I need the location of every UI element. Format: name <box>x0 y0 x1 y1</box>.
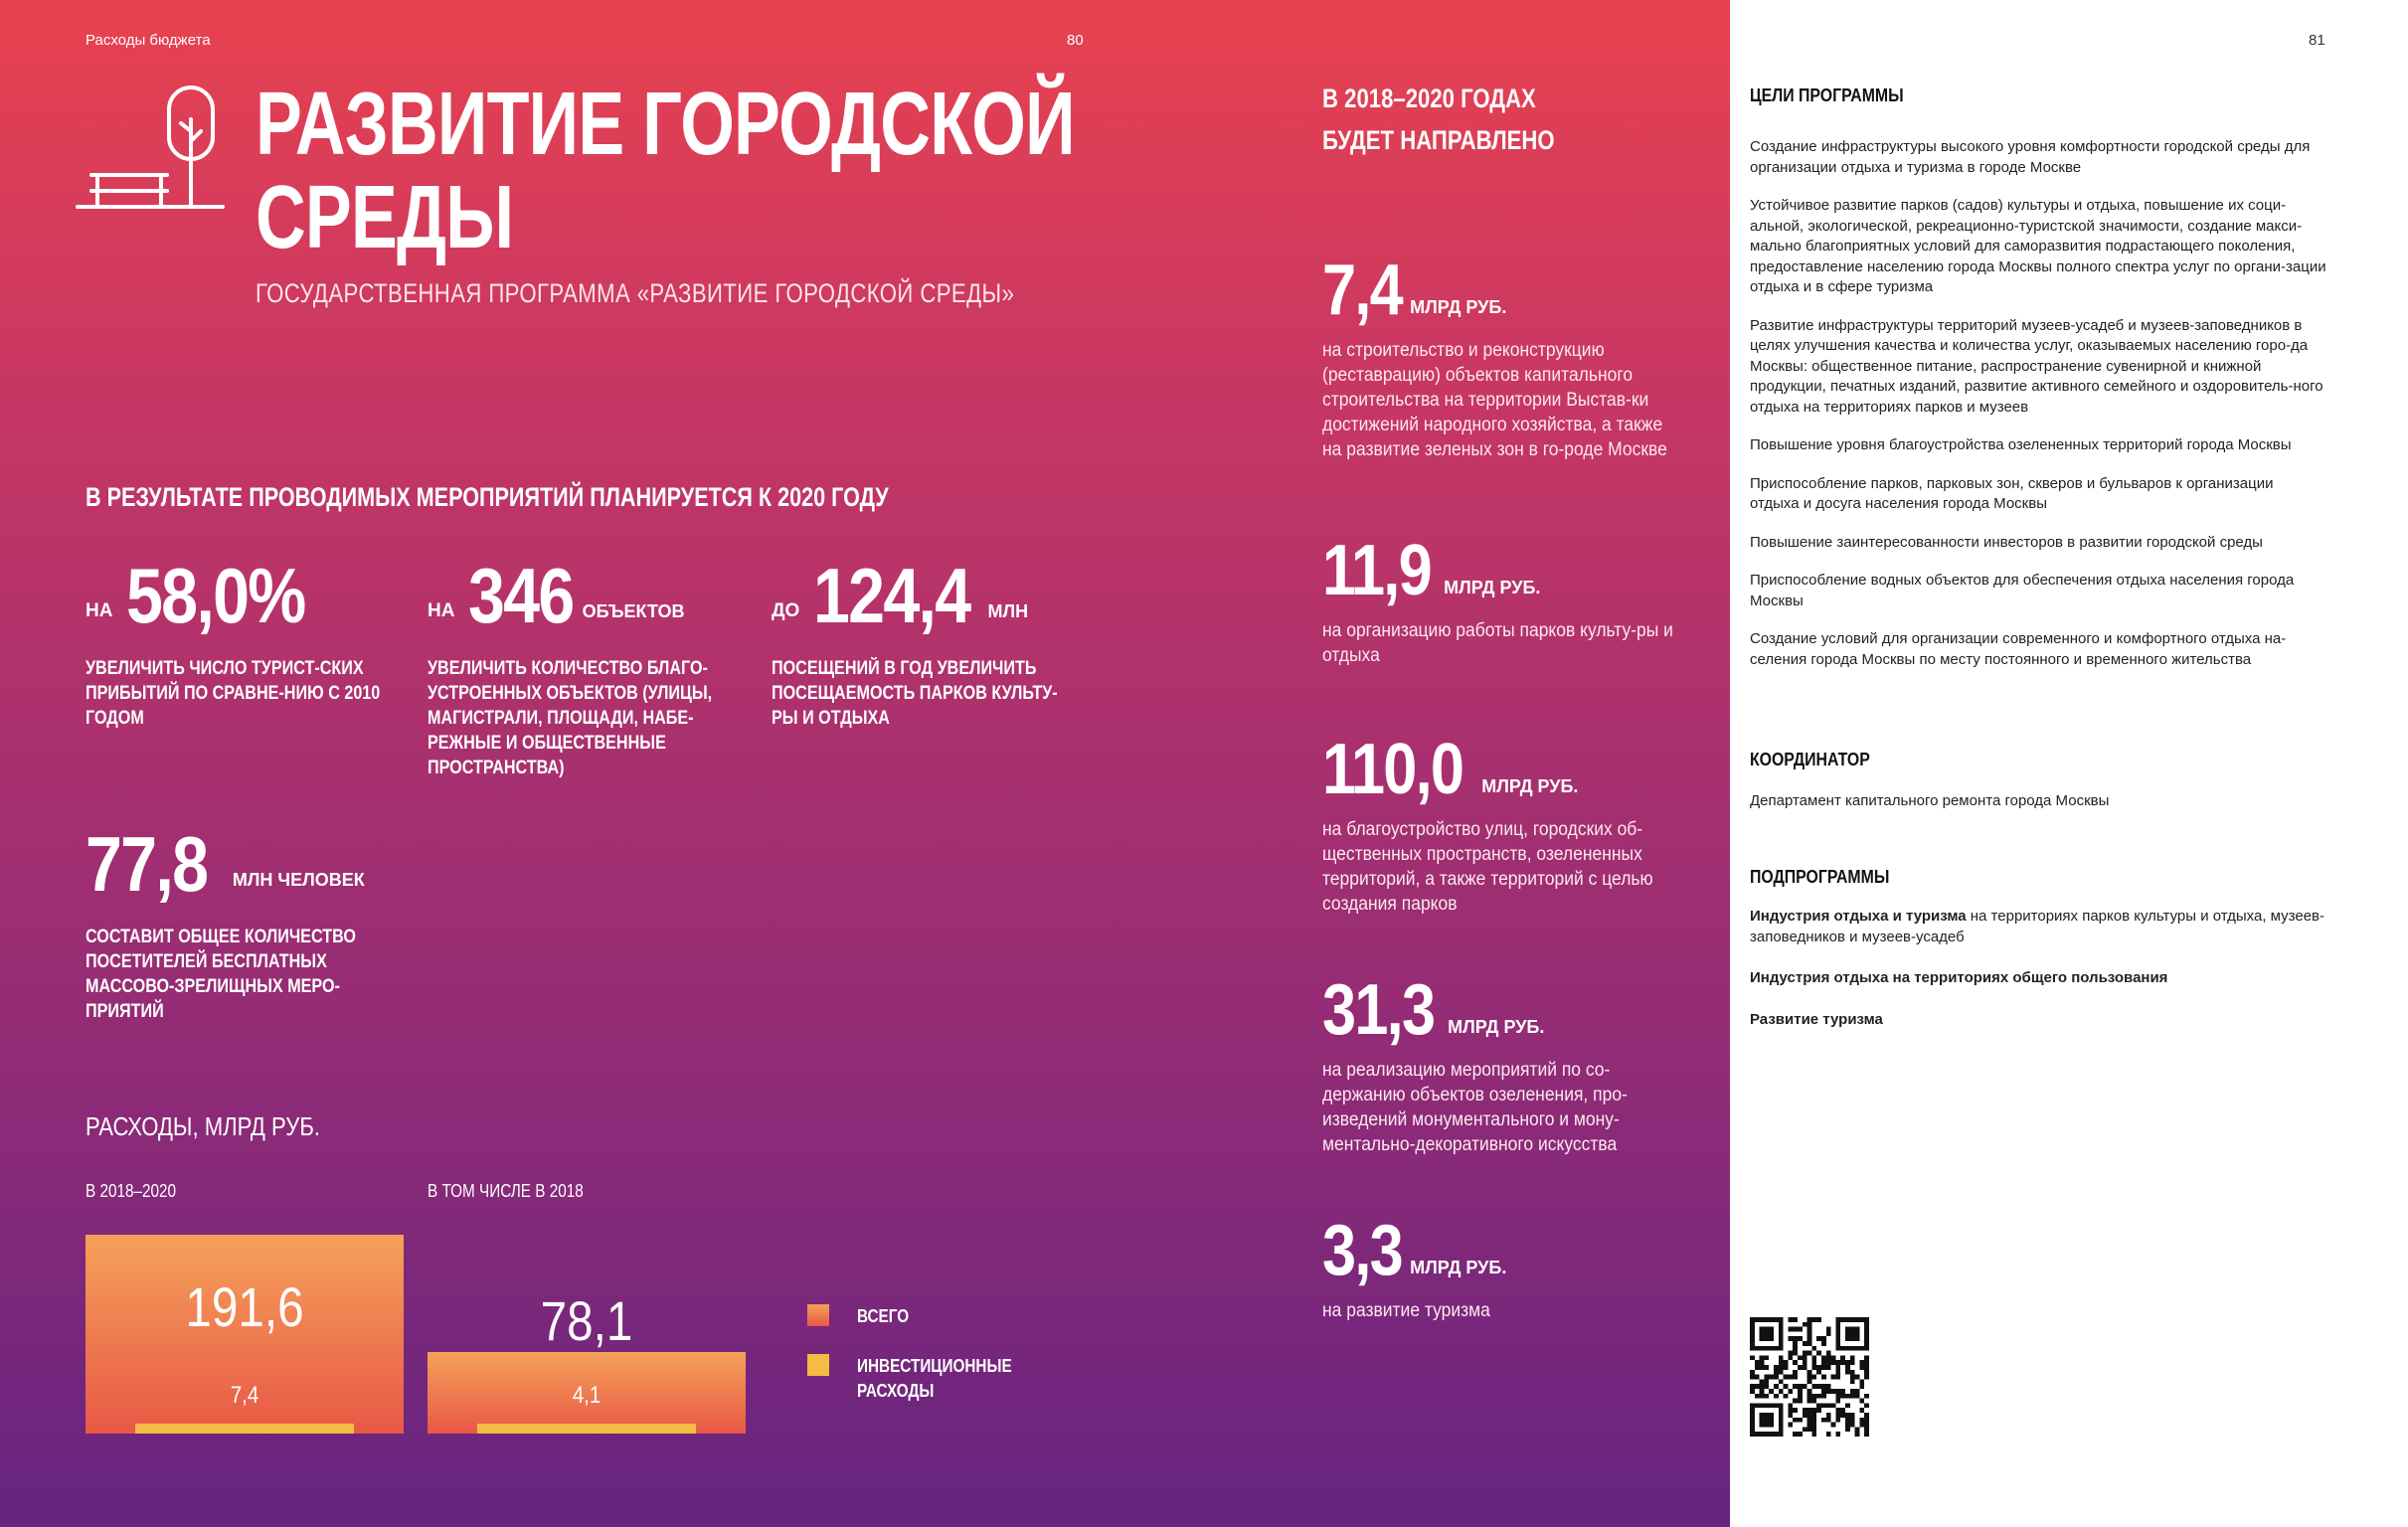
result-stat <box>772 552 1090 731</box>
qr-code-icon <box>1750 1317 1869 1437</box>
allocation-value: 110,0 <box>1322 730 1463 809</box>
allocation-value: 7,4 <box>1322 251 1402 330</box>
stat-value: 124,4 <box>813 552 970 639</box>
stat-description: УВЕЛИЧИТЬ КОЛИЧЕСТВО БЛАГО-УСТРОЕННЫХ ОБЪЕКТОВ (УЛИЦЫ, МАГИСТРАЛИ, ПЛОЩАДИ, НАБЕ-РЕЖНЫЕ И ОБЩЕСТВЕННЫЕ ПРОСТРАНСТВА) <box>428 658 713 778</box>
title-line2: СРЕДЫ <box>256 168 514 267</box>
bar-label: В ТОМ ЧИСЛЕ В 2018 <box>428 1181 584 1201</box>
stat-prefix: НА <box>86 600 113 621</box>
result-stat <box>86 552 404 731</box>
subprogram-item <box>1750 907 2326 947</box>
allocation-item <box>1322 251 1720 462</box>
allocation-description: на строительство и реконструкцию (реставрацию) объектов капитального строительства на территории Выстав-ки достижений народного хозяйства, а также на развитие зеленых зон в го-роде Москве <box>1322 340 1667 460</box>
result-stat <box>86 820 404 1024</box>
goal-item: Приспособление парков, парковых зон, скверов и бульваров к организации отдыха и досуга населения города Москвы <box>1750 474 2274 512</box>
goal-item: Развитие инфраструктуры территорий музеев-усадеб и музеев-заповедников в целях улучшения качества и количества услуг, оказываемых населению горо-да Москвы: общественное питание, распространение сувенирной и книжной продукции, печатных изданий, развитие активного семейного и оздоровитель-ного отдыха на территориях парков и музеев <box>1750 316 2323 416</box>
stat-description: СОСТАВИТ ОБЩЕЕ КОЛИЧЕСТВО ПОСЕТИТЕЛЕЙ БЕСПЛАТНЫХ МАССОВО-ЗРЕЛИЩНЫХ МЕРО-ПРИЯТИЙ <box>86 927 356 1022</box>
legend-label-invest: ИНВЕСТИЦИОННЫЕ РАСХОДЫ <box>857 1356 1012 1401</box>
section-label: Расходы бюджета <box>86 32 211 49</box>
stat-description: ПОСЕЩЕНИЙ В ГОД УВЕЛИЧИТЬ ПОСЕЩАЕМОСТЬ ПАРКОВ КУЛЬТУ-РЫ И ОТДЫХА <box>772 658 1058 729</box>
allocation-unit: МЛРД РУБ. <box>1481 776 1579 796</box>
subprograms-heading: ПОДПРОГРАММЫ <box>1750 867 1890 887</box>
goals-list <box>1750 137 2326 670</box>
stat-value: 77,8 <box>86 820 208 908</box>
goal-item: Повышение заинтересованности инвесторов в развитии городской среды <box>1750 533 2263 551</box>
goal-item: Приспособление водных объектов для обеспечения отдыха населения города Москвы <box>1750 572 2295 609</box>
stat-value: 58,0% <box>126 552 305 639</box>
legend-swatch-total <box>807 1304 829 1326</box>
program-subtitle: ГОСУДАРСТВЕННАЯ ПРОГРАММА «РАЗВИТИЕ ГОРОДСКОЙ СРЕДЫ» <box>256 278 1015 308</box>
subprogram-name: Развитие туризма <box>1750 1011 1883 1028</box>
bar-label: В 2018–2020 <box>86 1181 177 1201</box>
stat-description: УВЕЛИЧИТЬ ЧИСЛО ТУРИСТ-СКИХ ПРИБЫТИЙ ПО СРАВНЕ-НИЮ С 2010 ГОДОМ <box>86 658 381 729</box>
results-heading: В РЕЗУЛЬТАТЕ ПРОВОДИМЫХ МЕРОПРИЯТИЙ ПЛАНИРУЕТСЯ К 2020 ГОДУ <box>86 482 889 512</box>
coordinator-heading: КООРДИНАТОР <box>1750 750 1870 769</box>
goal-item: Создание условий для организации современного и комфортного отдыха на-селения города Москвы по месту постоянного и временного жительства <box>1750 630 2287 668</box>
stat-prefix: ДО <box>772 600 800 621</box>
bar-total-value: 191,6 <box>185 1275 304 1338</box>
bar-invest-value: 4,1 <box>572 1382 602 1409</box>
legend-label-total: ВСЕГО <box>857 1306 910 1326</box>
legend-swatch-invest <box>807 1354 829 1376</box>
subprogram-item <box>1750 968 2326 989</box>
allocation-value: 31,3 <box>1322 970 1435 1050</box>
result-stat <box>428 552 746 780</box>
goals-heading: ЦЕЛИ ПРОГРАММЫ <box>1750 85 1904 105</box>
allocation-unit: МЛРД РУБ. <box>1448 1017 1545 1037</box>
expenses-heading: РАСХОДЫ, МЛРД РУБ. <box>86 1111 320 1141</box>
bench-tree-icon <box>72 80 231 219</box>
allocation-description: на развитие туризма <box>1322 1300 1490 1321</box>
stat-value: 346 <box>468 552 574 639</box>
main-title <box>256 75 1075 267</box>
goal-item: Создание инфраструктуры высокого уровня комфортности городской среды для организации отдыха и туризма в городе Москве <box>1750 138 2311 176</box>
goal-item: Повышение уровня благоустройства озелененных территорий города Москвы <box>1750 436 2292 453</box>
bar-invest <box>477 1424 696 1434</box>
stat-prefix: НА <box>428 600 455 621</box>
subprogram-rest: на территориях парков культуры и отдыха, музеев-заповедников и музеев-усадеб <box>1750 908 2325 945</box>
allocation-description: на реализацию мероприятий по со-держанию объектов озеленения, про-изведений монументального и мону-ментально-декоративного искусства <box>1322 1060 1628 1155</box>
allocation-description: на организацию работы парков культу-ры и отдыха <box>1322 620 1673 666</box>
allocation-item <box>1322 531 1720 668</box>
allocation-unit: МЛРД РУБ. <box>1410 297 1507 317</box>
subprogram-name: Индустрия отдыха на территориях общего пользования <box>1750 969 2168 986</box>
bar-invest-value: 7,4 <box>230 1382 259 1409</box>
allocation-item <box>1322 1211 1720 1323</box>
allocation-description: на благоустройство улиц, городских об-щественных пространств, озелененных территорий, а также территорий с целью создания парков <box>1322 819 1653 915</box>
allocation-unit: МЛРД РУБ. <box>1444 578 1541 597</box>
allocation-item <box>1322 730 1720 917</box>
subprogram-item <box>1750 1010 2326 1031</box>
stat-unit: МЛН ЧЕЛОВЕК <box>232 870 365 890</box>
subprogram-name: Индустрия отдыха и туризма <box>1750 908 1967 925</box>
page-number-left: 80 <box>1067 32 1084 49</box>
bar-total-value: 78,1 <box>540 1289 633 1352</box>
allocation-value: 11,9 <box>1322 531 1431 610</box>
bar-invest <box>135 1424 354 1434</box>
stat-unit: МЛН <box>987 601 1029 621</box>
allocation-item <box>1322 970 1720 1157</box>
coordinator-text: Департамент капитального ремонта города Москвы <box>1750 792 2110 809</box>
stat-unit: ОБЪЕКТОВ <box>582 601 685 621</box>
allocation-value: 3,3 <box>1322 1211 1402 1290</box>
allocation-heading: В 2018–2020 ГОДАХ БУДЕТ НАПРАВЛЕНО <box>1322 84 1555 155</box>
page-number-right: 81 <box>2309 32 2325 49</box>
title-line1: РАЗВИТИЕ ГОРОДСКОЙ <box>256 75 1075 174</box>
goal-item: Устойчивое развитие парков (садов) культуры и отдыха, повышение их соци-альной, экологической, рекреационно-туристской значимости, создание макси-мально благоприятных условий для саморазвития подрастающего поколения, предоставление населению города Москвы полного спектра услуг по органи-зации отдыха и в сфере туризма <box>1750 197 2326 295</box>
right-page <box>1730 0 2408 1527</box>
allocation-unit: МЛРД РУБ. <box>1410 1258 1507 1277</box>
